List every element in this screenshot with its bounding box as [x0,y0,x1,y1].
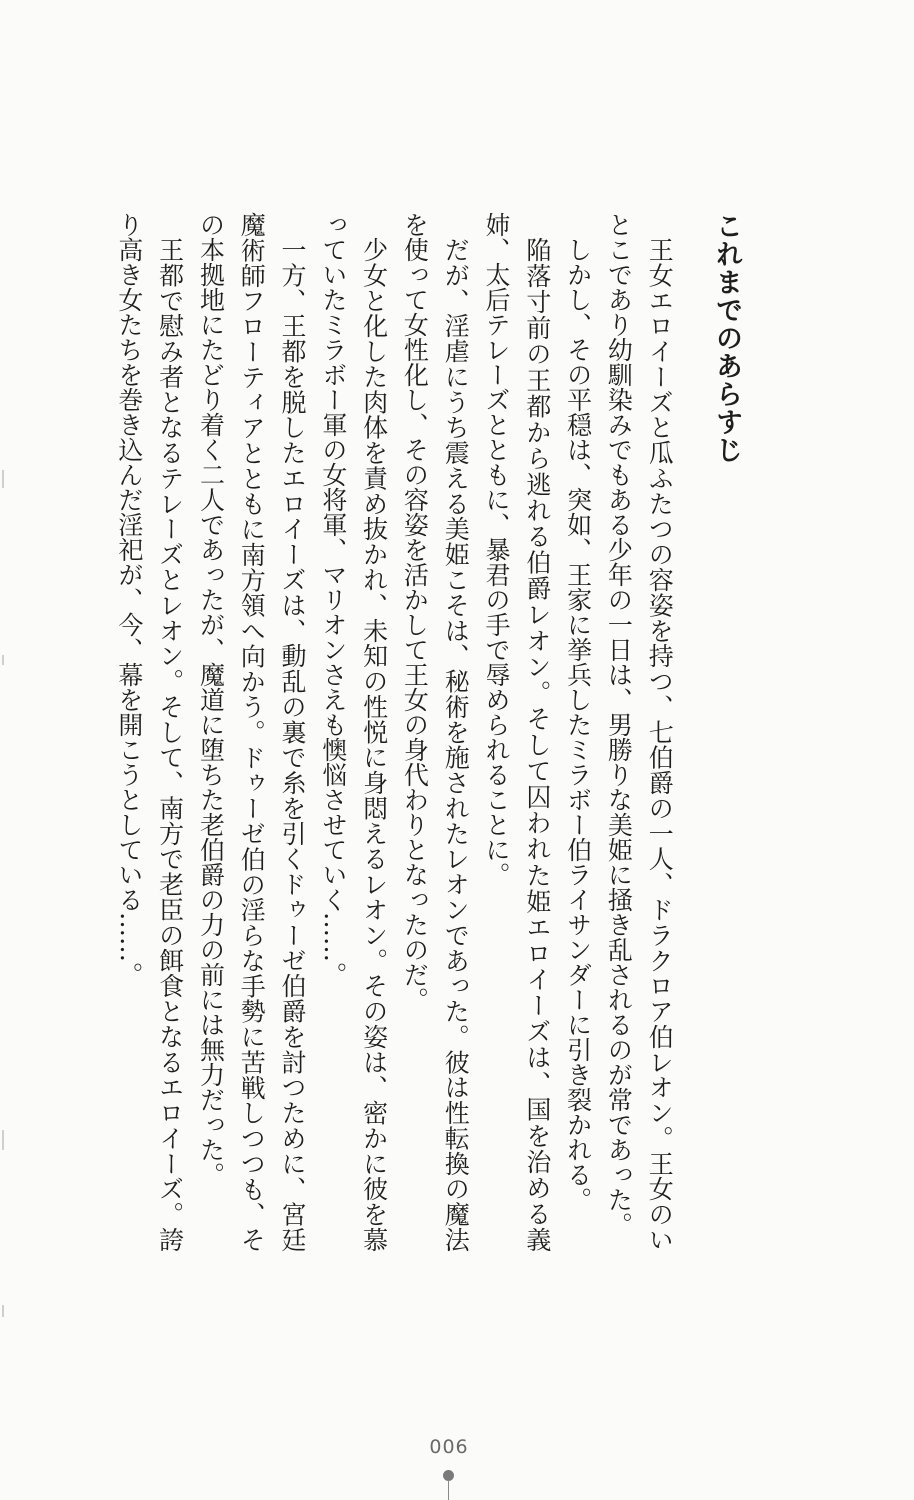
scan-edge-mark [2,1305,4,1317]
scan-edge-mark [2,1130,4,1150]
paragraph: 一方、王都を脱したエロイーズは、動乱の裏で糸を引くドゥーゼ伯爵を討つために、宮廷魔術師フローティアとともに南方領へ向かう。ドゥーゼ伯の淫らな手勢に苦戦しつつも、その本拠地にたどり着く二人であったが、魔道に堕ちた老伯爵の力の前には無力だった。 [196,212,308,1253]
paragraph: だが、淫虐にうち震える美姫こそは、秘術を施されたレオンであった。彼は性転換の魔法を使って女性化し、その容姿を活かして王女の身代わりとなったのだ。 [400,212,471,1253]
page-number: 006 [429,1436,469,1458]
paragraph: 王女エロイーズと瓜ふたつの容姿を持つ、七伯爵の一人、ドラクロア伯レオン。王女のいとこであり幼馴染みでもある少年の一日は、男勝りな美姫に掻き乱されるのが常であった。 [604,212,675,1252]
paragraph: 少女と化した肉体を責め抜かれ、未知の性悦に身悶えるレオン。その姿は、密かに彼を慕っていたミラボー軍の女将軍、マリオンさえも懊悩させていく……。 [318,212,389,1252]
paragraph: しかし、その平穏は、突如、王家に挙兵したミラボー伯ライサンダーに引き裂かれる。 [563,237,593,1212]
story-text-block [108,212,746,1252]
scan-edge-mark [2,470,4,488]
paragraph: 陥落寸前の王都から逃れる伯爵レオン。そして囚われた姫エロイーズは、国を治める義姉、太后テレーズとともに、暴君の手で辱められることに。 [482,212,552,1252]
page-marker-line [448,1480,449,1500]
section-heading: これまでのあらすじ [711,212,742,464]
scan-edge-mark [2,655,4,665]
paragraph: 王都で慰み者となるテレーズとレオン。そして、南方で老臣の餌食となるエロイーズ。誇り高き女たちを巻き込んだ淫祀が、今、幕を開こうとしている……。 [114,212,185,1252]
